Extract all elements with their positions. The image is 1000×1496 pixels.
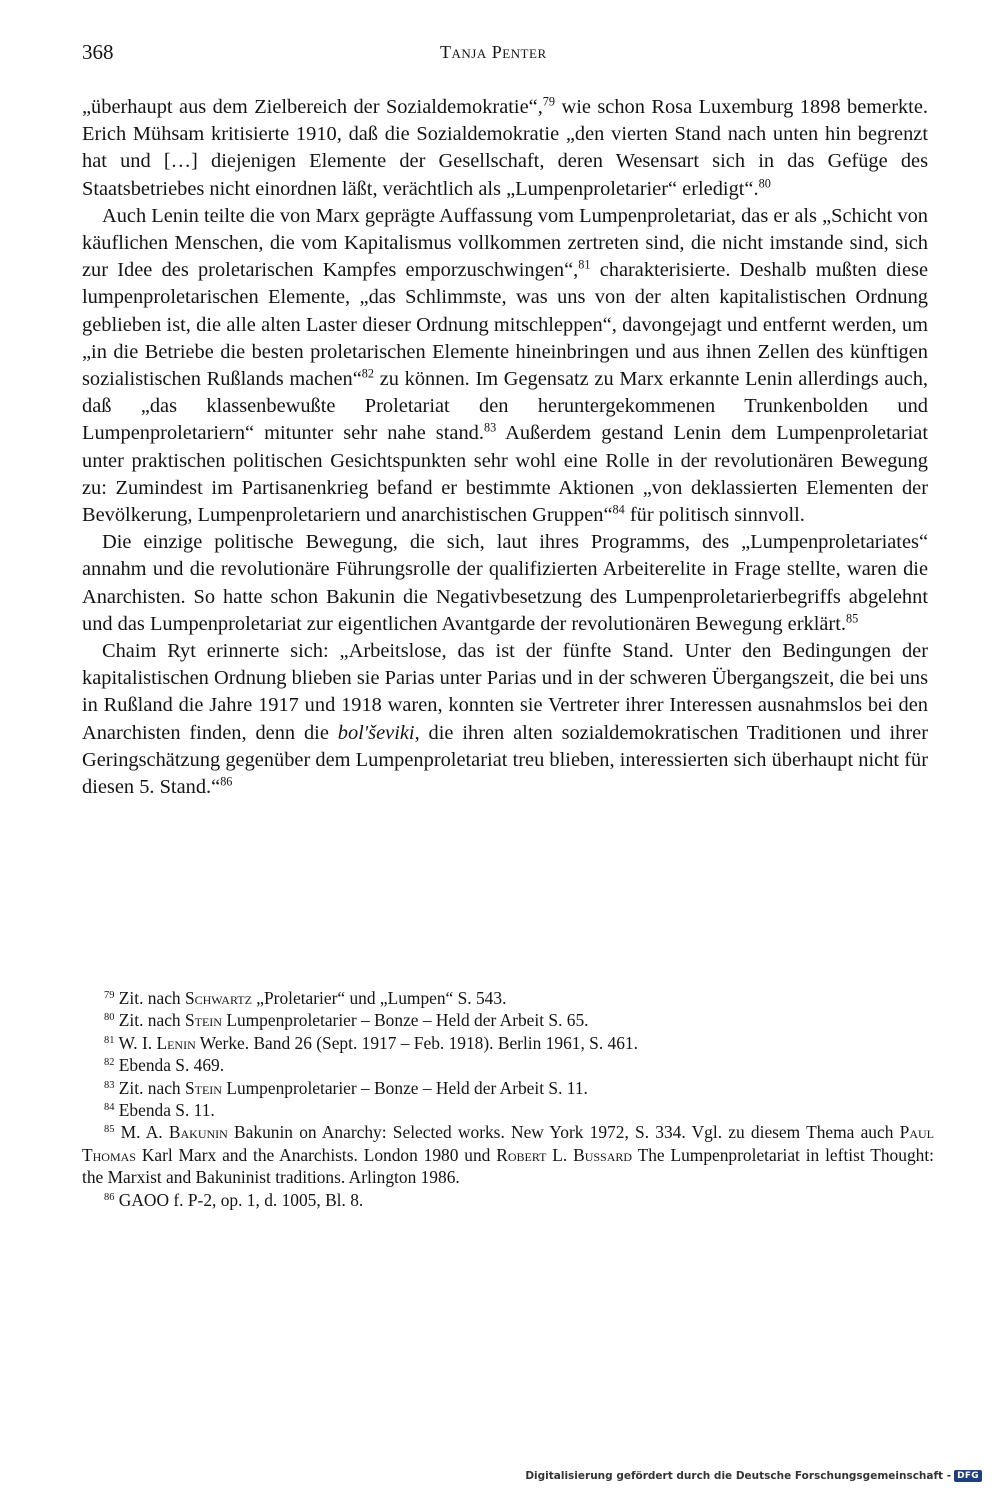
paragraph-3: Die einzige politische Bewegung, die sich, laut ihres Programms, des „Lumpenproletariates“ annahm und die revolutionäre Führungsrolle der qualifizierten Arbeiterelite in Frage stellte, waren die Anarchisten. So hatte schon Bakunin die Negativbesetzung des Lumpenproletarierbegriffs abgelehnt und das Lumpenproletariat zur eigentlichen Avantgarde der revolutionären Bewegung erklärt.$^{85}$ (82, 531, 928, 635)
footnote-86: $^{86}$ GAOO f. P-2, op. 1, d. 1005, Bl. 8. (104, 1189, 364, 1210)
italic-term: bol'ševiki (337, 721, 415, 744)
footnote-80: $^{80}$ Zit. nach Stein Lumpenproletarier – Bonze – Held der Arbeit S. 65. (104, 1010, 589, 1031)
footnote-ref-81: 81 (578, 257, 591, 272)
footnote-ref-82: 82 (361, 366, 375, 381)
footnote-83: $^{83}$ Zit. nach Stein Lumpenproletarier – Bonze – Held der Arbeit S. 11. (104, 1077, 588, 1098)
dfg-logo: DFG (954, 1470, 982, 1482)
running-head (440, 42, 547, 63)
footnote-ref-84: 84 (612, 502, 625, 517)
digitization-credit: Digitalisierung gefördert durch die Deutsche Forschungsgemeinschaft - (525, 1470, 952, 1482)
footnote-ref-85: 85 (845, 611, 859, 626)
footnote-82: $^{82}$ Ebenda S. 469. (104, 1055, 225, 1076)
footnote-85: $^{85}$ M. A. Bakunin Bakunin on Anarchy: Selected works. New York 1972, S. 334. Vgl. zu diesem Thema auch Paul Thomas Karl Marx and the Anarchists. London 1980 und Robert L. Bussard The Lumpenproletariat in leftist Thought: the Marxist and Bakuninist traditions. Arlington 1986. (82, 1122, 934, 1188)
footnotes (82, 987, 934, 1211)
footnote-ref-79: 79 (542, 94, 556, 109)
footnote-81: $^{81}$ W. I. Lenin Werke. Band 26 (Sept. 1917 – Feb. 1918). Berlin 1961, S. 461. (104, 1032, 638, 1053)
paragraph-1: „überhaupt aus dem Zielbereich der Sozialdemokratie“,$^{79}$ wie schon Rosa Luxemburg 1898 bemerkte. Erich Mühsam kritisierte 1910, daß die Sozialdemokratie „den vierten Stand nach unten hin begrenzt hat und […] diejenigen Elemente der Gesellschaft, deren Wesensart sich in das Gefüge des Staatsbetriebes nicht einordnen läßt, verächtlich als „Lumpenproletarier“ erledigt“.$^{80}$ (82, 94, 928, 200)
footnote-ref-80: 80 (758, 176, 771, 191)
author-first-name: Tanja (440, 42, 487, 62)
author-last-name: Penter (491, 42, 547, 62)
paragraph-4: Chaim Ryt erinnerte sich: „Arbeitslose, das ist der fünfte Stand. Unter den Bedingungen der kapitalistischen Ordnung blieben sie Parias unter Parias und in der schweren Übergangszeit, die bei uns in Rußland die Jahre 1917 und 1918 waren, konnten sie Vertreter ihrer Interessen ausnahmslos bei den Anarchisten finden, denn die bol'ševiki, die ihren alten sozialdemokratischen Traditionen und ihrer Geringschätzung gegenüber dem Lumpenproletariat treu blieben, interessierten sich überhaupt nicht für diesen 5. Stand.“$^{86}$ (82, 640, 928, 799)
footnote-84: $^{84}$ Ebenda S. 11. (104, 1100, 215, 1121)
footnote-ref-83: 83 (483, 421, 497, 436)
page-number: 368 (82, 40, 114, 64)
paragraph-2: Auch Lenin teilte die von Marx geprägte Auffassung vom Lumpenproletariat, das er als „Schicht von käuflichen Menschen, die vom Kapitalismus vollkommen zertreten sind, die nicht imstande sind, sich zur Idee des proletarischen Kampfes emporzuschwingen“,$^{81}$ charakterisierte. Deshalb mußten diese lumpenproletarischen Elemente, „das Schlimmste, was uns von der alten kapitalistischen Ordnung geblieben ist, die alle alten Laster dieser Ordnung mitschleppen“, davongejagt und entfernt werden, um „in die Betriebe die besten proletarischen Elemente hineinbringen und aus ihnen Zellen des künftigen sozialistischen Rußlands machen“$^{82}$ zu können. Im Gegensatz zu Marx erkannte Lenin allerdings auch, daß „das klassenbewußte Proletariat den heruntergekommenen Trunkenbolden und Lumpenproletariern“ mitunter sehr nahe stand.$^{83}$ Außerdem gestand Lenin dem Lumpenproletariat unter praktischen politischen Gesichtspunkten sehr wohl eine Rolle in der revolutionären Bewegung zu: Zumindest im Partisanenkrieg befand er bestimmte Aktionen „von deklassierten Elementen der Bevölkerung, Lumpenproletariern und anarchistischen Gruppen“$^{84}$ für politisch sinnvoll. (82, 204, 928, 527)
body-text (82, 94, 928, 801)
footnote-79: $^{79}$ Zit. nach Schwartz „Proletarier“ und „Lumpen“ S. 543. (104, 988, 507, 1008)
footnote-ref-86: 86 (220, 774, 233, 789)
digitization-footer (525, 1470, 982, 1482)
